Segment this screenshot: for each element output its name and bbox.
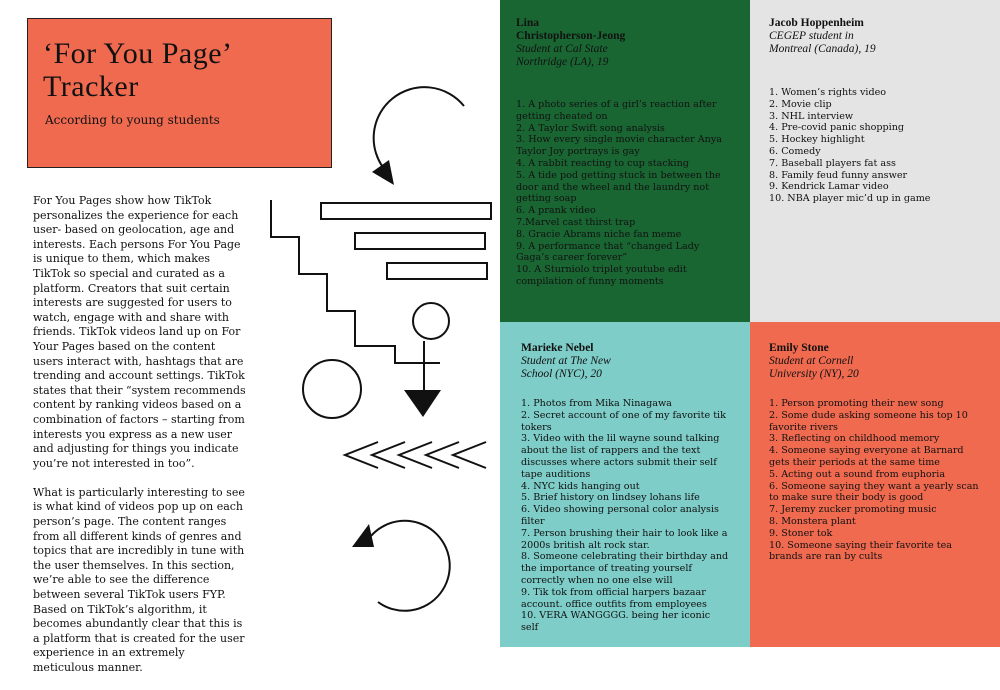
list-item: 5. Acting out a sound from euphoria <box>769 468 946 480</box>
list-item: 7. Person brushing their hair to look like a 2000s british alt rock star. <box>521 527 728 551</box>
list-item: 2. A Taylor Swift song analysis <box>516 122 665 134</box>
list-item: 2. Some dude asking someone his top 10 favorite rivers <box>769 409 968 433</box>
profile-description-line2: School (NYC), 20 <box>521 368 602 380</box>
page-title-line1: ‘For You Page’ <box>43 37 233 70</box>
list-item: 8. Gracie Abrams niche fan meme <box>516 228 682 240</box>
list-item: 6. Someone saying they want a yearly scan to make sure their body is good <box>769 480 979 504</box>
list-item: 6. Comedy <box>769 145 821 157</box>
list-item: 1. Person promoting their new song <box>769 398 944 409</box>
list-item: 1. A photo series of a girl’s reaction after getting cheated on <box>516 99 717 122</box>
profile-name <box>516 17 734 43</box>
horizontal-bar-3 <box>387 263 487 279</box>
list-item: 7. Baseball players fat ass <box>769 157 896 169</box>
list-item: 9. Tik tok from official harpers bazaar account. office outfits from employees <box>521 586 707 610</box>
list-item: 8. Someone celebrating their birthday and the importance of treating yourself correctly when no one else will <box>521 551 729 586</box>
profile-description-line1: Student at The New <box>521 355 611 367</box>
intro-paragraph-1: For You Pages show how TikTok personalizes the experience for each user- based on geolocation, age and interests. Each persons For You Page is unique to them, which makes TikTok so special and curated as a platform. Creators that suit certain interests are suggested for users to watch, engage with and share with friends. TikTok videos land up on For Your Pages based on the content users interact with, hashtags that are trending and account settings. TikTok states that their “system recommends content by ranking videos based on a combination of factors – starting from interests you express as a new user and adjusting for things you indicate you’re not interested in too”. <box>33 194 246 470</box>
large-circle <box>303 360 361 418</box>
list-item: 1. Women’s rights video <box>769 87 887 98</box>
list-item: 5. A tide pod getting stuck in between the door and the wheel and the laundry not getting soap <box>516 169 721 205</box>
page-title-line2: Tracker <box>43 70 139 103</box>
list-item: 6. Video showing personal color analysis filter <box>521 504 719 527</box>
list-item: 3. NHL interview <box>769 110 854 122</box>
curved-arrow-down-icon <box>374 87 464 170</box>
profile-description-line2: Montreal (Canada), 19 <box>769 43 876 55</box>
list-item: 2. Secret account of one of my favorite tik tokers <box>521 409 726 433</box>
horizontal-bar-2 <box>355 233 485 249</box>
list-item: 3. Video with the lil wayne sound talking about the list of rappers and the text discusses where actors submit their self tape auditions <box>521 433 720 480</box>
list-item: 4. Someone saying everyone at Barnard gets their periods at the same time <box>769 445 964 468</box>
fyp-video-list <box>769 87 981 205</box>
list-item: 9. Kendrick Lamar video <box>769 181 889 193</box>
profile-description-line2: Northridge (LA), 19 <box>516 56 609 68</box>
list-item: 10. NBA player mic’d up in game <box>769 193 931 205</box>
list-item: 5. Hockey highlight <box>769 134 865 146</box>
profile-name: Marieke Nebel <box>521 342 594 354</box>
profile-name: Jacob Hoppenheim <box>769 17 864 29</box>
profile-card-marieke <box>500 322 750 647</box>
list-item: 2. Movie clip <box>769 98 832 110</box>
list-item: 6. A prank video <box>516 205 596 217</box>
horizontal-bar-1 <box>321 203 491 219</box>
profile-card-emily <box>750 322 1000 647</box>
profile-card-jacob <box>750 0 1000 322</box>
fyp-video-list <box>521 398 729 634</box>
staircase-lines <box>271 200 440 363</box>
intro-text <box>33 194 248 690</box>
list-item: 9. A performance that “changed Lady Gaga’s career forever” <box>516 240 700 264</box>
curved-arrow-left-arrowhead <box>352 524 374 547</box>
profile-description <box>521 355 729 381</box>
list-item: 3. How every single movie character Anya Taylor Joy portrays is gay <box>516 134 722 158</box>
profile-description-line1: Student at Cornell <box>769 355 854 367</box>
profile-description-line2: University (NY), 20 <box>769 368 859 380</box>
profile-name: Emily Stone <box>769 342 829 354</box>
profile-description-line1: Student at Cal State <box>516 43 608 55</box>
list-item: 4. A rabbit reacting to cup stacking <box>516 157 689 169</box>
list-item: 4. Pre-covid panic shopping <box>769 122 905 134</box>
fyp-video-list <box>769 398 981 563</box>
list-item: 5. Brief history on lindsey lohans life <box>521 492 700 504</box>
decorative-graphics <box>265 75 500 635</box>
page-subtitle: According to young students <box>45 113 220 127</box>
profile-description <box>769 30 981 56</box>
profile-description-line1: CEGEP student in <box>769 30 854 42</box>
intro-paragraph-2: What is particularly interesting to see is what kind of videos pop up on each person’s page. The content ranges from all different kinds of genres and topics that are incredibly in tune with the user themselves. In this section, we’re able to see the difference between several TikTok users FYP. Based on TikTok’s algorithm, it becomes abundantly clear that this is a platform that is created for the user experience in an extremely meticulous manner. <box>33 485 245 674</box>
profile-name-line2: Christopherson-Jeong <box>516 30 626 42</box>
list-item: 7. Jeremy zucker promoting music <box>769 504 937 516</box>
small-circle <box>413 303 449 339</box>
list-item: 10. VERA WANGGGG. being her iconic self <box>521 610 711 634</box>
profile-name-line1: Lina <box>516 17 540 29</box>
list-item: 8. Monstera plant <box>769 515 856 527</box>
curved-arrow-down-arrowhead <box>372 160 394 185</box>
list-item: 4. NYC kids hanging out <box>521 480 640 492</box>
profile-card-lina <box>500 0 750 322</box>
profile-description <box>516 43 734 69</box>
fyp-video-list <box>516 99 734 288</box>
list-item: 8. Family feud funny answer <box>769 169 908 181</box>
profile-description <box>769 355 981 381</box>
down-triangle-arrow-icon <box>404 390 441 417</box>
list-item: 7.Marvel cast thirst trap <box>516 216 636 228</box>
list-item: 1. Photos from Mika Ninagawa <box>521 398 672 409</box>
list-item: 9. Stoner tok <box>769 527 833 539</box>
chevrons-left-icon <box>345 442 486 468</box>
list-item: 10. Someone saying their favorite tea brands are ran by cults <box>769 539 952 563</box>
list-item: 3. Reflecting on childhood memory <box>769 433 940 445</box>
page-title <box>43 37 233 103</box>
curved-arrow-left-icon <box>371 521 450 611</box>
list-item: 10. A Sturniolo triplet youtube edit compilation of funny moments <box>516 264 687 287</box>
